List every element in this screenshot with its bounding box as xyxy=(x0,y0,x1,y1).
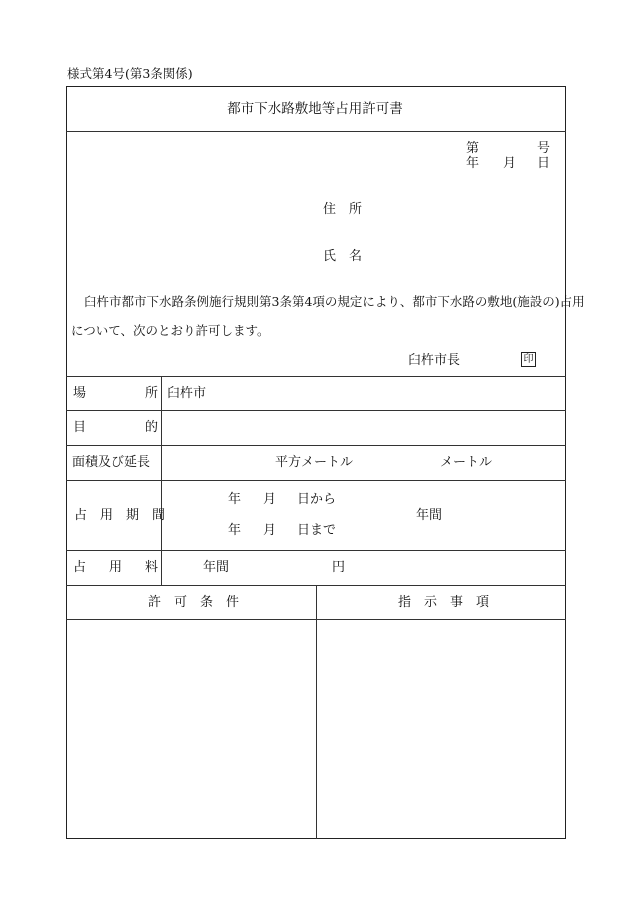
period-from-year: 年 xyxy=(228,492,242,507)
row-divider-purpose xyxy=(66,445,566,446)
purpose-label-a: 目 xyxy=(73,420,87,435)
permit-body-line-2: について、次のとおり許可します。 xyxy=(71,323,270,338)
instructions-body xyxy=(317,620,565,838)
period-from-day: 日から xyxy=(297,492,337,507)
place-label-a: 場 xyxy=(73,386,87,401)
title-divider xyxy=(66,131,566,132)
place-label-b: 所 xyxy=(145,386,159,401)
row-divider-place xyxy=(66,410,566,411)
instructions-header: 指 示 事 項 xyxy=(398,595,490,610)
area-unit-meters: メートル xyxy=(440,455,493,470)
period-to-year: 年 xyxy=(228,523,242,538)
number-dai: 第 xyxy=(466,141,480,156)
number-go: 号 xyxy=(537,141,551,156)
form-number-label: 様式第4号(第3条関係) xyxy=(67,66,193,81)
fee-label-b: 用 xyxy=(109,560,123,575)
fee-label-a: 占 xyxy=(73,560,87,575)
fee-annual: 年間 xyxy=(203,560,230,575)
header-section-divider xyxy=(66,376,566,377)
area-unit-square-meters: 平方メートル xyxy=(275,455,354,470)
date-year: 年 xyxy=(466,156,480,171)
area-label: 面積及び延長 xyxy=(72,455,151,470)
row-divider-area xyxy=(66,480,566,481)
permit-body-line-1: 臼杵市都市下水路条例施行規則第3条第4項の規定により、都市下水路の敷地(施設の)占用 xyxy=(84,294,585,309)
date-day: 日 xyxy=(537,156,551,171)
period-to-day: 日まで xyxy=(297,523,337,538)
conditions-header: 許 可 条 件 xyxy=(148,595,240,610)
seal-stamp: 印 xyxy=(521,352,536,367)
period-to-month: 月 xyxy=(263,523,277,538)
name-label: 氏 名 xyxy=(323,249,363,264)
period-label: 占 用 期 間 xyxy=(74,508,166,523)
row-divider-period xyxy=(66,550,566,551)
issuer-name: 臼杵市長 xyxy=(408,353,461,368)
period-years: 年間 xyxy=(416,508,443,523)
place-value: 臼杵市 xyxy=(167,386,207,401)
address-label: 住 所 xyxy=(323,202,363,217)
label-column-divider xyxy=(161,376,162,585)
purpose-label-b: 的 xyxy=(145,420,159,435)
conditions-body xyxy=(67,620,315,838)
document-title: 都市下水路敷地等占用許可書 xyxy=(227,101,403,117)
fee-label-c: 料 xyxy=(145,560,159,575)
period-from-month: 月 xyxy=(263,492,277,507)
date-month: 月 xyxy=(503,156,517,171)
fee-yen: 円 xyxy=(332,560,346,575)
